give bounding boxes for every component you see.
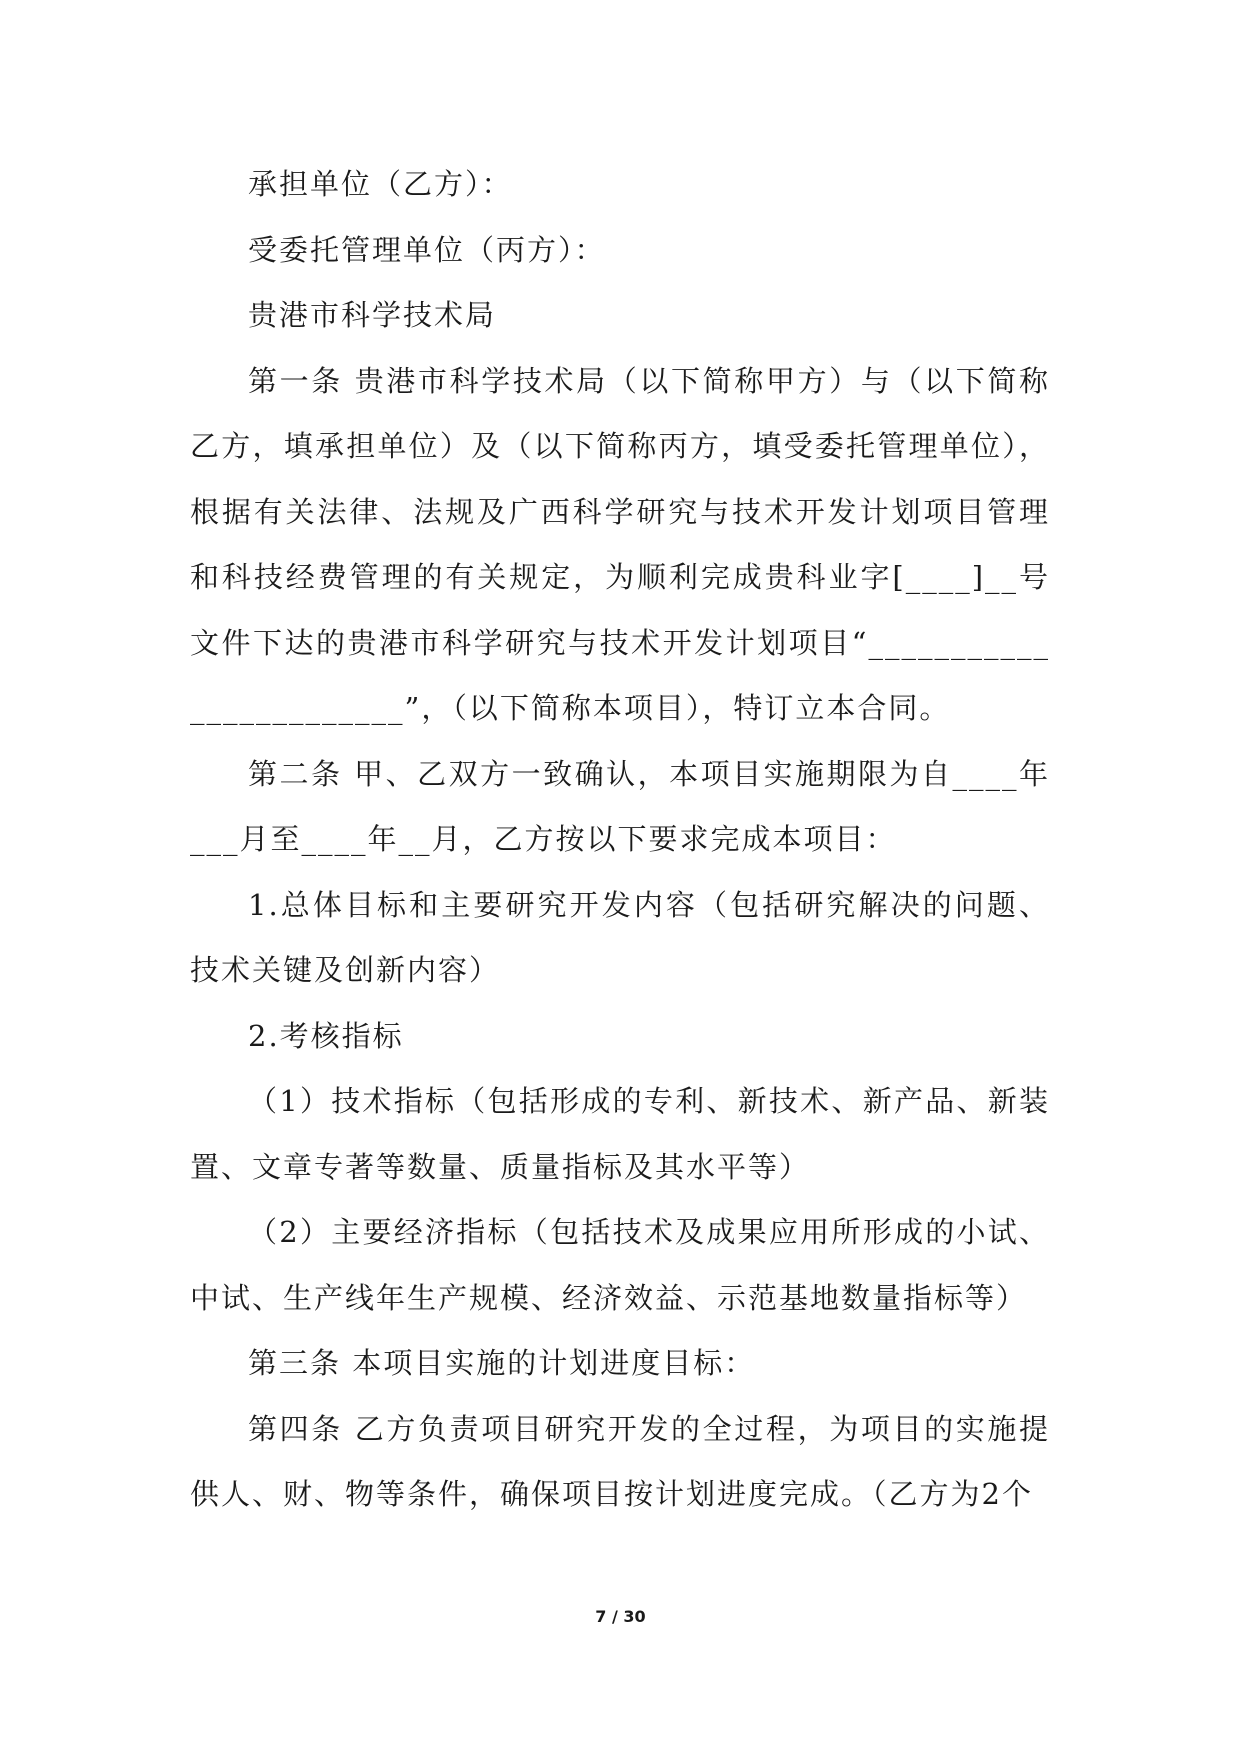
party-b-line: 承担单位（乙方）： xyxy=(248,167,513,201)
party-a-line: 贵港市科学技术局 xyxy=(248,298,497,332)
item-assessment-indicators: 2.考核指标 xyxy=(248,1018,404,1053)
item-technical-indicators: （1）技术指标（包括形成的专利、新技术、新产品、新装置、文章专著等数量、质量指标及其水平等） xyxy=(190,1084,1050,1184)
party-c-line: 受委托管理单位（丙方）： xyxy=(248,232,606,267)
item-overall-goals: 1.总体目标和主要研究开发内容（包括研究解决的问题、技术关键及创新内容） xyxy=(190,887,1050,987)
article-1: 第一条 贵港市科学技术局（以下简称甲方）与（以下简称乙方，填承担单位）及（以下简称丙方，填受委托管理单位），根据有关法律、法规及广西科学研究与技术开发计划项目管理和科技经费管理的有关规定，为顺利完成贵科业字[____]__号文件下达的贵港市科学研究与技术开发计划项目“________________________”，（以下简称本项目），特订立本合同。 xyxy=(190,363,1050,725)
article-4: 第四条 乙方负责项目研究开发的全过程，为项目的实施提供人、财、物等条件，确保项目按计划进度完成。（乙方为2个 xyxy=(190,1411,1050,1511)
document-body xyxy=(190,152,1050,1528)
page-number: 7 / 30 xyxy=(595,1607,646,1626)
article-2: 第二条 甲、乙双方一致确认，本项目实施期限为自____年___月至____年__月，乙方按以下要求完成本项目： xyxy=(190,756,1050,856)
item-economic-indicators: （2）主要经济指标（包括技术及成果应用所形成的小试、中试、生产线年生产规模、经济效益、示范基地数量指标等） xyxy=(190,1215,1050,1315)
article-3: 第三条 本项目实施的计划进度目标： xyxy=(248,1346,756,1380)
